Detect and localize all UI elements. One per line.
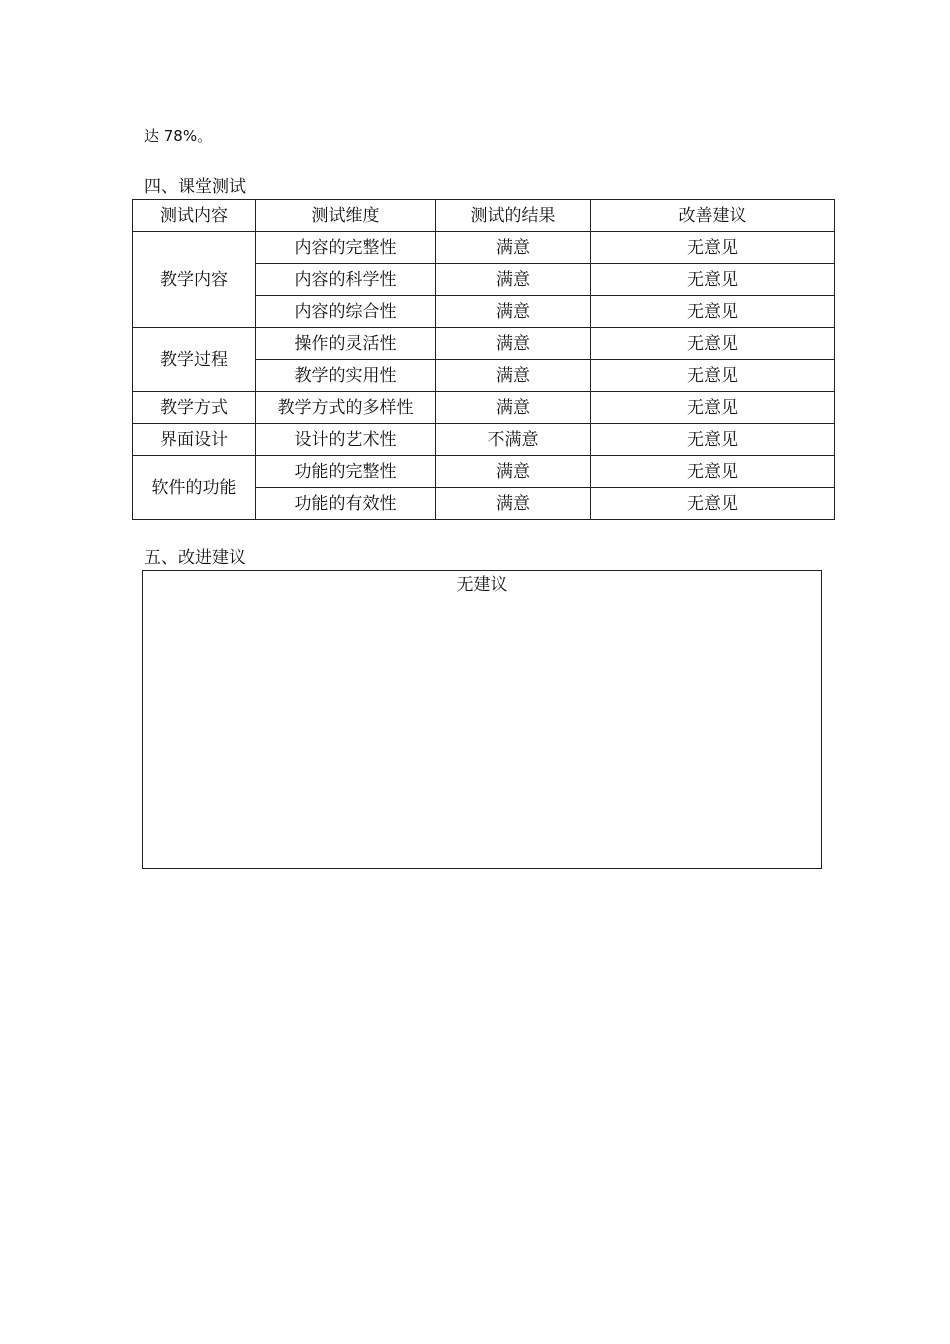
result-cell: 满意: [436, 296, 591, 328]
improvement-suggestion-text: 无建议: [456, 575, 508, 595]
intro-text: 达 78%。: [144, 127, 213, 145]
dimension-cell: 操作的灵活性: [256, 328, 436, 360]
classroom-test-table: [132, 199, 835, 520]
category-cell: 教学过程: [133, 328, 256, 392]
suggestion-cell: 无意见: [591, 264, 835, 296]
dimension-cell: 教学方式的多样性: [256, 392, 436, 424]
suggestion-cell: 无意见: [591, 360, 835, 392]
result-cell: 满意: [436, 488, 591, 520]
suggestion-cell: 无意见: [591, 488, 835, 520]
table-row: [133, 392, 835, 424]
dimension-cell: 内容的科学性: [256, 264, 436, 296]
category-cell: 教学内容: [133, 232, 256, 328]
table-header-row: [133, 200, 835, 232]
result-cell: 满意: [436, 392, 591, 424]
suggestion-cell: 无意见: [591, 424, 835, 456]
section-heading-classroom-test: 四、课堂测试: [144, 177, 246, 197]
suggestion-cell: 无意见: [591, 392, 835, 424]
dimension-cell: 教学的实用性: [256, 360, 436, 392]
result-cell: 满意: [436, 456, 591, 488]
dimension-cell: 内容的综合性: [256, 296, 436, 328]
suggestion-cell: 无意见: [591, 328, 835, 360]
result-cell: 满意: [436, 232, 591, 264]
suggestion-cell: 无意见: [591, 296, 835, 328]
suggestion-cell: 无意见: [591, 456, 835, 488]
category-cell: 教学方式: [133, 392, 256, 424]
table-row: [133, 424, 835, 456]
result-cell: 满意: [436, 328, 591, 360]
result-cell: 满意: [436, 264, 591, 296]
suggestion-cell: 无意见: [591, 232, 835, 264]
table-row: [133, 456, 835, 488]
header-improvement-suggestion: 改善建议: [591, 200, 835, 232]
header-test-dimension: 测试维度: [256, 200, 436, 232]
result-cell: 满意: [436, 360, 591, 392]
improvement-suggestion-box: [142, 570, 822, 869]
result-cell: 不满意: [436, 424, 591, 456]
header-test-content: 测试内容: [133, 200, 256, 232]
header-test-result: 测试的结果: [436, 200, 591, 232]
dimension-cell: 设计的艺术性: [256, 424, 436, 456]
dimension-cell: 功能的完整性: [256, 456, 436, 488]
table-row: [133, 328, 835, 360]
table-row: [133, 232, 835, 264]
section-heading-improvement-suggestions: 五、改进建议: [144, 548, 246, 568]
dimension-cell: 功能的有效性: [256, 488, 436, 520]
category-cell: 界面设计: [133, 424, 256, 456]
dimension-cell: 内容的完整性: [256, 232, 436, 264]
category-cell: 软件的功能: [133, 456, 256, 520]
